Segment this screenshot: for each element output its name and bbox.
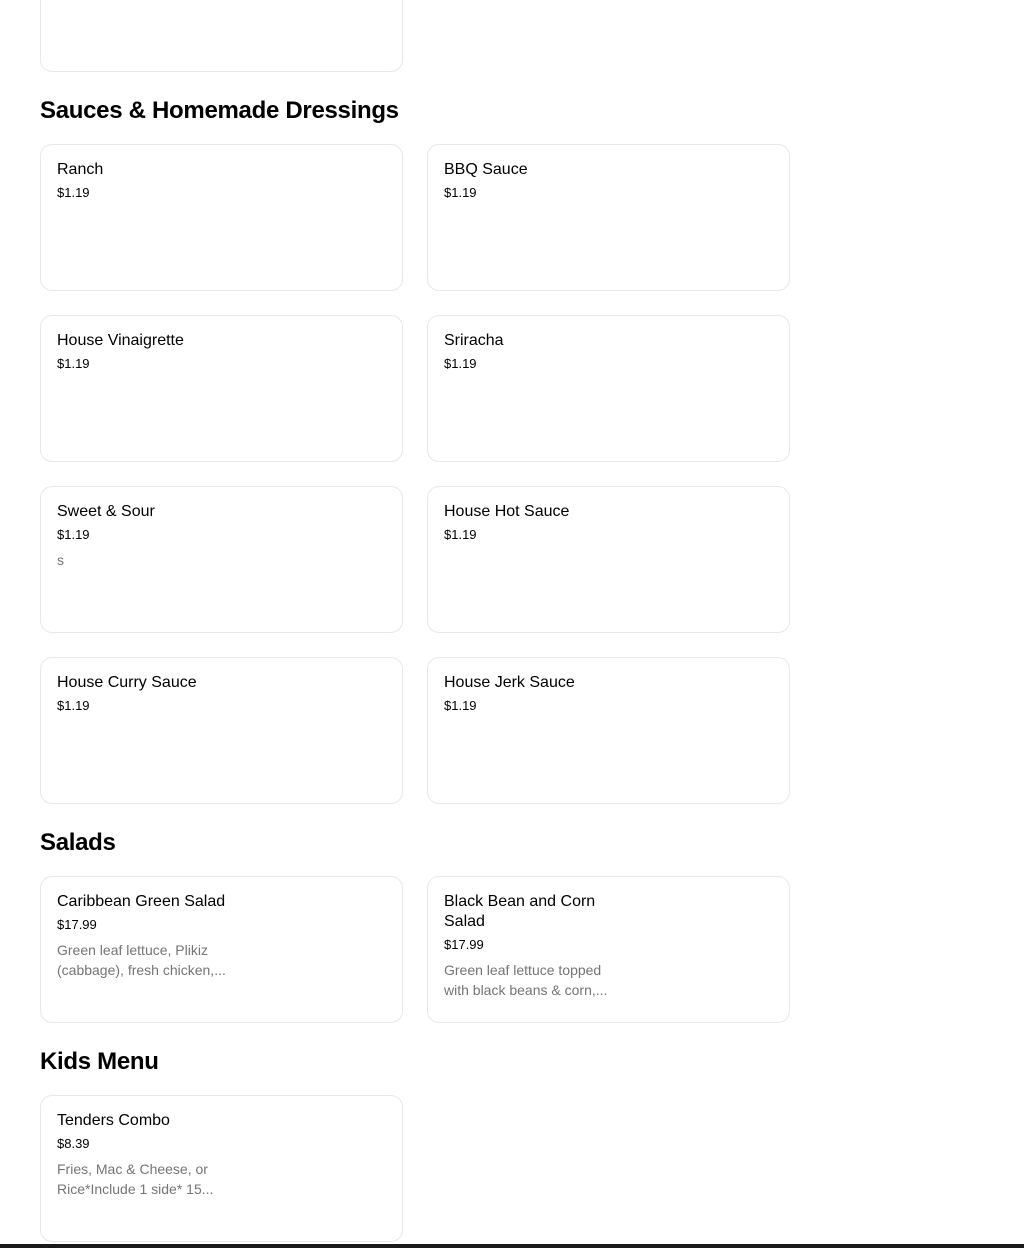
menu-item-card-sweet-and-sour[interactable]: [40, 486, 403, 633]
item-description: Green leaf lettuce topped with black beans & corn,...: [444, 962, 608, 998]
menu-item-card-house-curry-sauce[interactable]: [40, 657, 403, 804]
item-name: House Jerk Sauce: [444, 674, 575, 691]
menu-item-card-house-jerk-sauce[interactable]: [427, 657, 790, 804]
item-price: $17.99: [57, 917, 97, 932]
item-name: Tenders Combo: [57, 1112, 170, 1129]
menu-item-card-black-bean-corn-salad[interactable]: [427, 876, 790, 1023]
section-title-sauces: Sauces & Homemade Dressings: [40, 97, 399, 124]
item-name: Ranch: [57, 161, 104, 178]
item-price: $1.19: [57, 185, 90, 200]
item-price: $1.19: [444, 185, 477, 200]
section-title-kids-menu: Kids Menu: [40, 1048, 159, 1075]
item-price: $1.19: [57, 356, 90, 371]
item-description: Fries, Mac & Cheese, or Rice*Include 1 side* 15...: [57, 1161, 214, 1197]
item-name: House Hot Sauce: [444, 503, 570, 520]
item-price: $17.99: [444, 937, 484, 952]
menu-item-card-tenders-combo[interactable]: [40, 1095, 403, 1242]
item-name: Black Bean and Corn Salad: [444, 893, 596, 930]
item-name: House Vinaigrette: [57, 332, 184, 349]
item-price: $1.19: [444, 356, 477, 371]
item-description: s: [57, 552, 64, 568]
item-name: Sriracha: [444, 332, 504, 349]
item-description: Green leaf lettuce, Plikiz (cabbage), fresh chicken,...: [57, 942, 226, 978]
menu-item-card-house-vinaigrette[interactable]: [40, 315, 403, 462]
section-title-salads: Salads: [40, 829, 116, 856]
menu-item-card-caribbean-green-salad[interactable]: [40, 876, 403, 1023]
item-name: Caribbean Green Salad: [57, 893, 226, 910]
menu-item-card-house-hot-sauce[interactable]: [427, 486, 790, 633]
item-price: $1.19: [57, 698, 90, 713]
menu-item-card-sriracha[interactable]: [427, 315, 790, 462]
menu-item-card-ranch[interactable]: [40, 144, 403, 291]
bottom-bar: [0, 1244, 1024, 1248]
menu-item-card-bbq-sauce[interactable]: [427, 144, 790, 291]
item-name: House Curry Sauce: [57, 674, 197, 691]
item-name: BBQ Sauce: [444, 161, 528, 178]
item-name: Sweet & Sour: [57, 503, 155, 520]
item-price: $8.39: [57, 1136, 90, 1151]
item-price: $1.19: [444, 698, 477, 713]
item-price: $1.19: [444, 527, 477, 542]
item-price: $1.19: [57, 527, 90, 542]
menu-item-card-partial[interactable]: [40, 0, 403, 72]
